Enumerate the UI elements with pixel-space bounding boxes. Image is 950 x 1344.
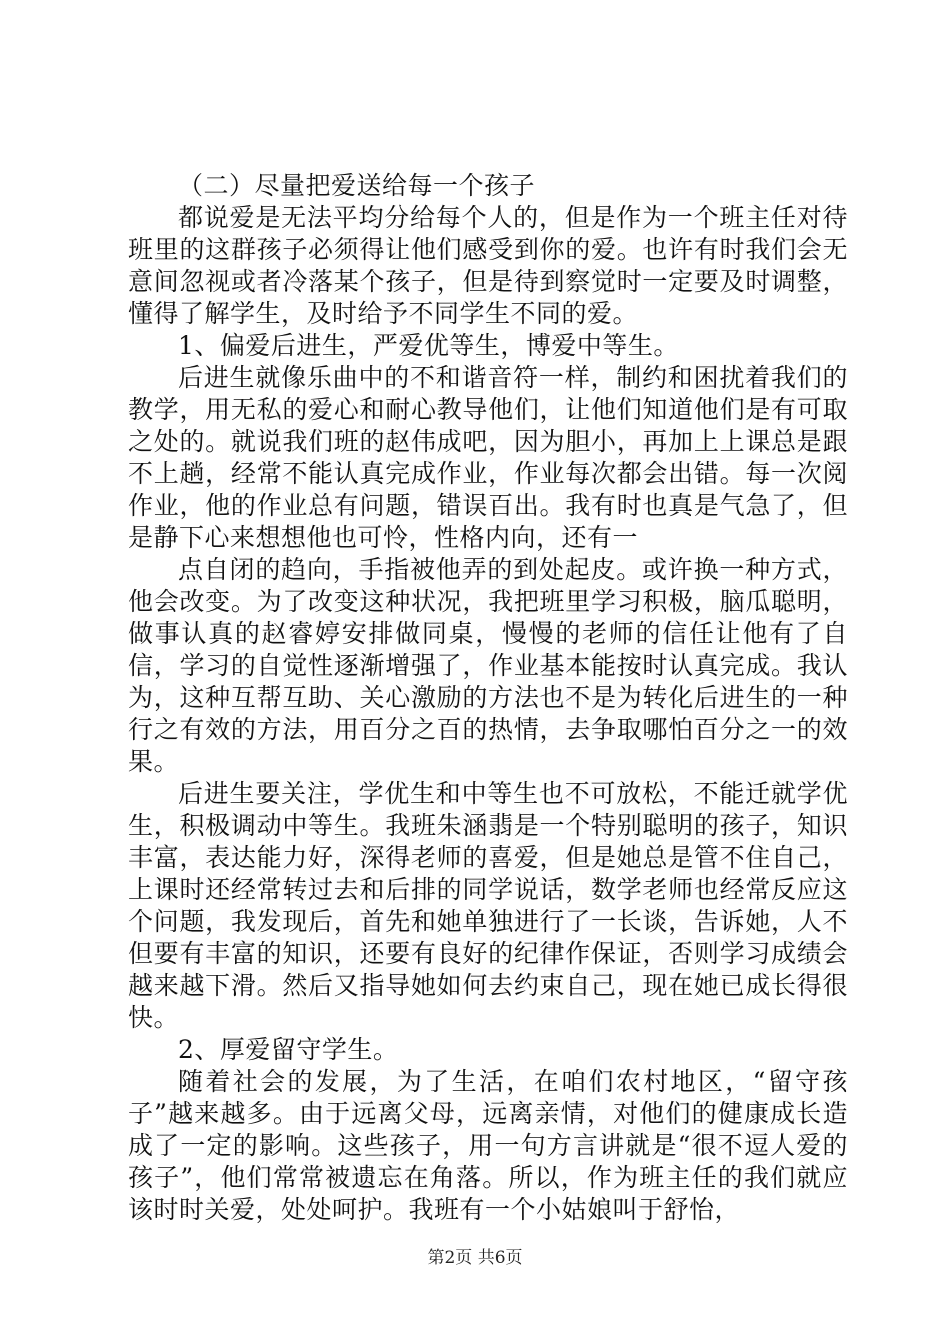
subheading-1: 1、偏爱后进生，严爱优等生，博爱中等生。 (178, 331, 679, 360)
document-body (128, 170, 848, 1226)
paragraph-change-method: 点自闭的趋向，手指被他弄的到处起皮。或许换一种方式，他会改变。为了改变这种状况，我把班里学习积极，脑瓜聪明，做事认真的赵睿婷安排做同桌，慢慢的老师的信任让他有了自信，学习的自觉性逐渐增强了，作业基本能按时认真完成。我认为，这种互帮互助、关心激励的方法也不是为转化后进生的一种行之有效的方法，用百分之百的热情，去争取哪怕百分之一的效果。 (128, 555, 848, 776)
paragraph-intro: 都说爱是无法平均分给每个人的，但是作为一个班主任对待班里的这群孩子必须得让他们感受到你的爱。也许有时我们会无意间忽视或者冷落某个孩子，但是待到察觉时一定要及时调整，懂得了解学生，及时给予不同学生不同的爱。 (128, 203, 848, 328)
page-footer: 第2页 共6页 (427, 1248, 523, 1268)
paragraph-top-students: 后进生要关注，学优生和中等生也不可放松，不能迁就学优生，积极调动中等生。我班朱涵翡是一个特别聪明的孩子，知识丰富，表达能力好，深得老师的喜爱，但是她总是管不住自己，上课时还经常转过去和后排的同学说话，数学老师也经常反应这个问题，我发现后，首先和她单独进行了一长谈，告诉她，人不但要有丰富的知识，还要有良好的纪律作保证，否则学习成绩会越来越下滑。然后又指导她如何去约束自己，现在她已成长得很快。 (128, 779, 848, 1032)
paragraph-left-behind-children: 随着社会的发展，为了生活，在咱们农村地区，“留守孩子”越来越多。由于远离父母，远离亲情，对他们的健康成长造成了一定的影响。这些孩子，用一句方言讲就是“很不逗人爱的孩子”，他们常常被遗忘在角落。所以，作为班主任的我们就应该时时关爱，处处呵护。我班有一个小姑娘叫于舒怡， (128, 1067, 848, 1224)
paragraph-struggling-students: 后进生就像乐曲中的不和谐音符一样，制约和困扰着我们的教学，用无私的爱心和耐心教导他们，让他们知道他们是有可取之处的。就说我们班的赵伟成吧，因为胆小，再加上上课总是跟不上趟，经常不能认真完成作业，作业每次都会出错。每一次阅作业，他的作业总有问题，错误百出。我有时也真是气急了，但是静下心来想想他也可怜，性格内向，还有一 (128, 363, 848, 552)
section-heading: （二）尽量把爱送给每一个孩子 (178, 171, 536, 200)
subheading-2: 2、厚爱留守学生。 (178, 1035, 399, 1064)
